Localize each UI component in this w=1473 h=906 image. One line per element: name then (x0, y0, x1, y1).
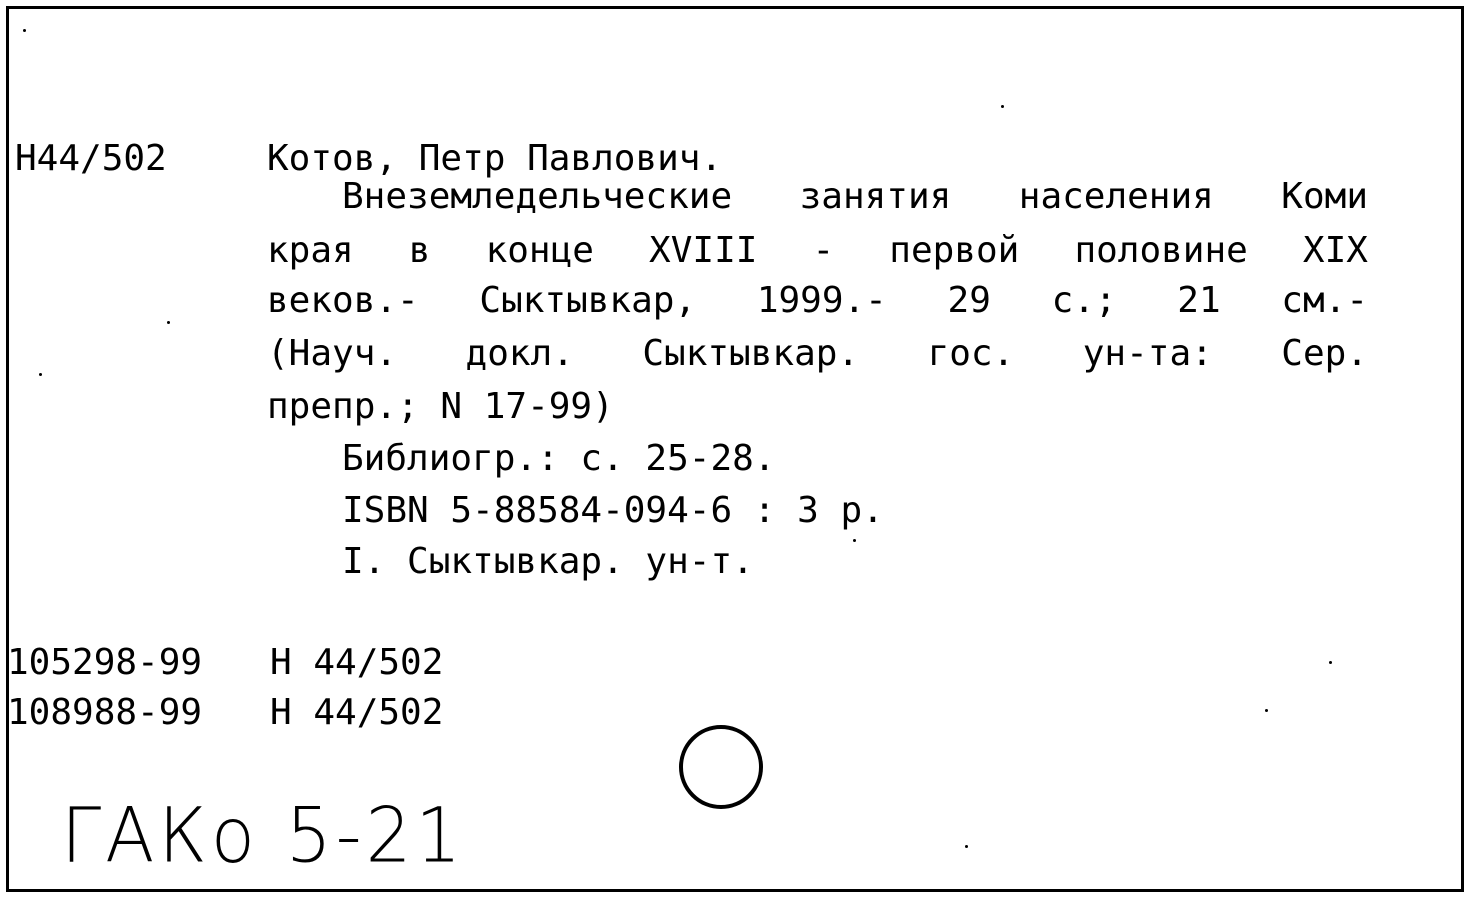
added-entry: I. Сыктывкар. ун-т. (342, 541, 754, 582)
scan-speck (39, 373, 42, 376)
author-heading: Котов, Петр Павлович. (267, 138, 723, 179)
scan-speck (23, 29, 26, 32)
isbn-line: ISBN 5-88584-094-6 : 3 р. (342, 490, 884, 531)
title-line-3: веков.- Сыктывкар, 1999.- 29 с.; 21 см.- (267, 280, 1368, 321)
series-line: препр.; N 17-99) (267, 386, 614, 427)
punch-hole (679, 725, 763, 809)
call-number: Н44/502 (15, 138, 167, 179)
scan-speck (965, 845, 968, 848)
title-line-1: Внеземледельческие занятия населения Коми (342, 176, 1368, 217)
title-line-2: края в конце XVIII - первой половине XIX (267, 230, 1368, 271)
scan-speck (1001, 105, 1004, 108)
scan-speck (1329, 661, 1332, 664)
scan-speck (853, 539, 856, 542)
scan-speck (167, 321, 170, 324)
title-line-4: (Науч. докл. Сыктывкар. гос. ун-та: Сер. (267, 333, 1368, 374)
shelf-mark-1: Н 44/502 (270, 642, 444, 683)
handwritten-note: ГАКо 5-21 (61, 790, 466, 880)
scan-speck (1265, 709, 1268, 712)
shelf-mark-2: Н 44/502 (270, 692, 444, 733)
inventory-number-1: 105298-99 (7, 642, 203, 683)
bibliography-note: Библиогр.: с. 25-28. (342, 438, 776, 479)
inventory-number-2: 108988-99 (7, 692, 203, 733)
catalog-card (6, 6, 1464, 892)
